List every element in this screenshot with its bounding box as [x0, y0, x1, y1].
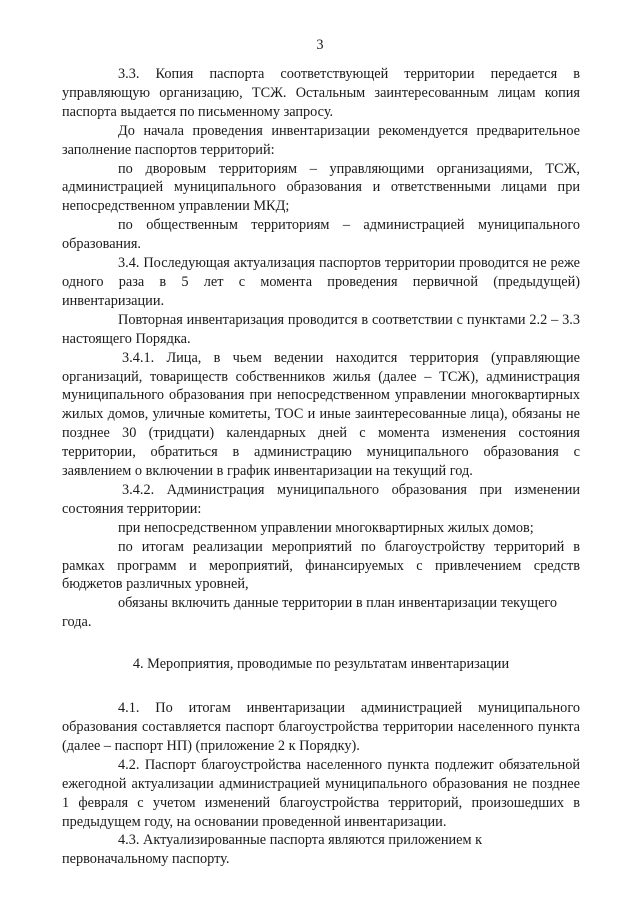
paragraph-public-territories: по общественным территориям – администрацией муниципального образования. — [62, 217, 580, 253]
paragraph-4-2: 4.2. Паспорт благоустройства населенного пункта подлежит обязательной ежегодной актуализации администрацией муниципального образования не позднее 1 февраля с учетом изменений благоустройства территорий, произошедших в предыдущем году, на основании проведенной инвентаризации. — [62, 756, 580, 830]
paragraph-3-4: 3.4. Последующая актуализация паспортов территории проводится не реже одного раза в 5 лет с момента проведения первичной (предыдущей) инвентаризации. — [62, 255, 580, 309]
section-heading: 4. Мероприятия, проводимые по результатам инвентаризации — [132, 656, 510, 673]
paragraph-3-4-1: 3.4.1. Лица, в чьем ведении находится территория (управляющие организаций, товариществ собственников жилья (далее – ТСЖ), администрация муниципального образования при непосредственном управлении многоквартирных жилых домов, уличные комитеты, ТОС и иные заинтересованные лица), обязаны не позднее 30 (тридцати) календарных дней с момента изменения состояния территории, обратиться в администрацию муниципального образования с заявлением о включении в график инвентаризации на текущий год. — [62, 349, 580, 480]
page-number: 3 — [316, 37, 324, 53]
paragraph-repeat-inventory: Повторная инвентаризация проводится в соответствии с пунктами 2.2 – 3.3 настоящего Порядка. — [62, 311, 580, 347]
paragraph-prefill-intro: До начала проведения инвентаризации рекомендуется предварительное заполнение паспортов территорий: — [62, 122, 580, 158]
paragraph-4-3: 4.3. Актуализированные паспорта являются приложением к первоначальному паспорту. — [62, 832, 483, 868]
paragraph-3-3: 3.3. Копия паспорта соответствующей территории передается в управляющую организацию, ТСЖ. Остальным заинтересованным лицам копия паспорта выдается по письменному запросу. — [62, 66, 580, 120]
document-body — [62, 65, 580, 869]
paragraph-direct-management: при непосредственном управлении многоквартирных жилых домов; — [118, 519, 534, 536]
paragraph-obligation: обязаны включить данные территории в план инвентаризации текущего года. — [62, 595, 558, 631]
paragraph-3-4-2: 3.4.2. Администрация муниципального образования при изменении состояния территории: — [62, 481, 580, 517]
paragraph-4-1: 4.1. По итогам инвентаризации администрацией муниципального образования составляется паспорт благоустройства территории населенного пункта (далее – паспорт НП) (приложение 2 к Порядку). — [62, 700, 580, 754]
paragraph-yard-territories: по дворовым территориям – управляющими организациями, ТСЖ, администрацией муниципального образования и ответственными лицами при непосредственном управлении МКД; — [62, 160, 580, 215]
paragraph-program-results: по итогам реализации мероприятий по благоустройству территорий в рамках программ и мероприятий, финансируемых с привлечением средств бюджетов различных уровней, — [62, 538, 580, 593]
